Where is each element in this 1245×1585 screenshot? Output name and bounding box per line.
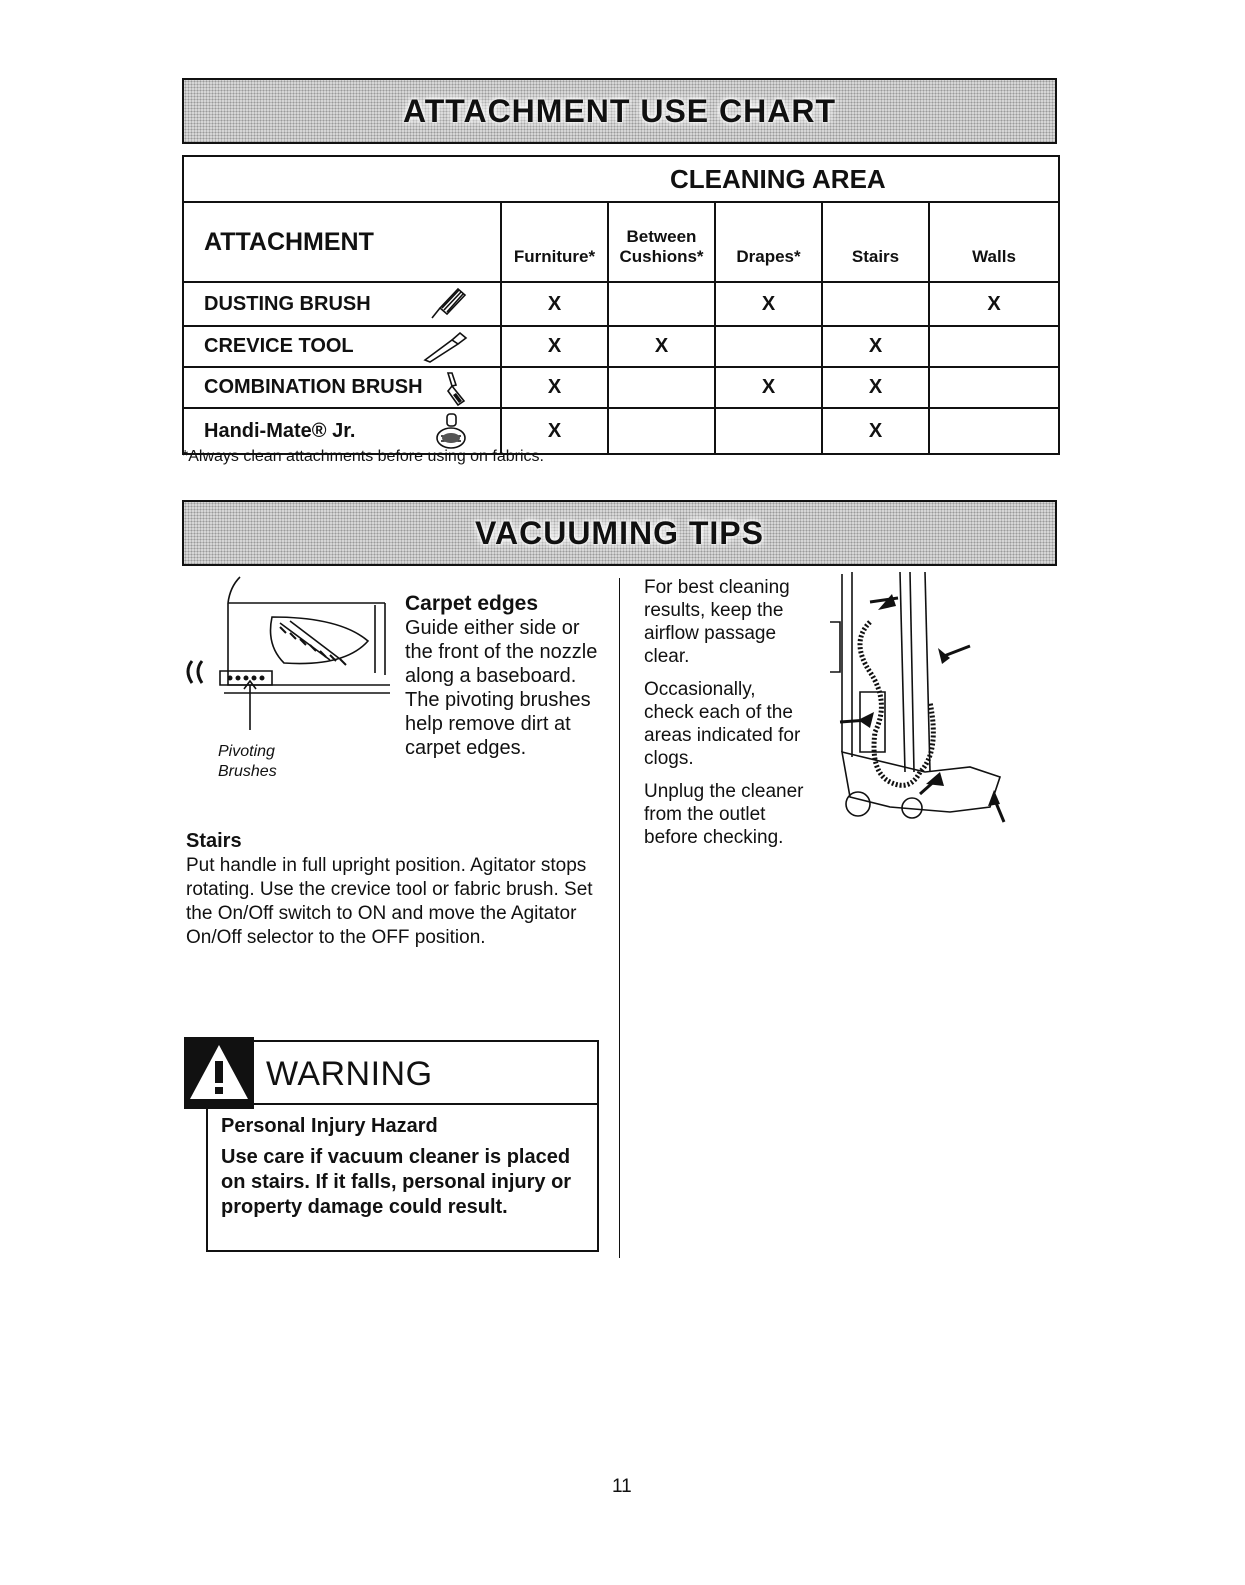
airflow-tips — [644, 576, 804, 859]
column-header-stairs: Stairs — [822, 202, 929, 282]
combination-brush-icon — [442, 371, 468, 413]
crevice-tool-icon — [422, 330, 468, 370]
table-row: DUSTING BRUSH X X X — [183, 282, 1059, 326]
warning-heading: WARNING — [266, 1055, 433, 1093]
tip-check-clogs: Occasionally, check each of the areas indicated for clogs. — [644, 679, 801, 769]
attachment-name: Handi-Mate® Jr. — [183, 408, 501, 454]
carpet-edges-text: Guide either side or the front of the nozzle along a baseboard. The pivoting brushes help remove dirt at carpet edges. — [405, 617, 598, 759]
vacuuming-tips-title: VACUUMING TIPS — [475, 514, 764, 551]
attachment-footnote: *Always clean attachments before using on fabrics. — [182, 448, 544, 465]
attachment-chart-banner — [182, 78, 1057, 144]
table-row: Handi-Mate® Jr. X X — [183, 408, 1059, 454]
attachment-use-table — [182, 155, 1060, 455]
stairs-title: Stairs — [186, 830, 242, 852]
warning-text: Use care if vacuum cleaner is placed on stairs. If it falls, personal injury or property damage could result. — [221, 1146, 572, 1218]
vacuuming-tips-banner — [182, 500, 1057, 566]
stairs-text: Put handle in full upright position. Agitator stops rotating. Use the crevice tool or fabric brush. Set the On/Off switch to ON and move the Agitator On/Off selector to the OFF position. — [186, 855, 593, 948]
column-header-furniture: Furniture* — [501, 202, 608, 282]
table-row: COMBINATION BRUSH X X X — [183, 367, 1059, 408]
column-header-drapes: Drapes* — [715, 202, 822, 282]
column-header-between-cushions: Between Cushions* — [608, 202, 715, 282]
vacuum-illustration — [830, 572, 1030, 837]
table-row: CREVICE TOOL X X X — [183, 326, 1059, 367]
dusting-brush-icon — [428, 286, 468, 328]
cleaning-area-header: CLEANING AREA — [183, 156, 1059, 202]
attachment-column-header: ATTACHMENT — [183, 202, 501, 282]
warning-subtitle: Personal Injury Hazard — [221, 1115, 438, 1137]
attachment-name: CREVICE TOOL — [183, 326, 501, 367]
pivoting-brushes-label: Pivoting Brushes — [218, 743, 277, 780]
attachment-name: COMBINATION BRUSH — [183, 367, 501, 408]
nozzle-illustration — [180, 575, 395, 745]
tip-unplug: Unplug the cleaner from the outlet before checking. — [644, 781, 804, 848]
tip-best-cleaning: For best cleaning results, keep the airflow passage clear. — [644, 577, 790, 667]
carpet-edges-title: Carpet edges — [405, 592, 539, 615]
column-divider — [619, 578, 620, 1258]
attachment-name: DUSTING BRUSH — [183, 282, 501, 326]
column-header-walls: Walls — [929, 202, 1059, 282]
attachment-chart-title: ATTACHMENT USE CHART — [403, 92, 836, 129]
page-number: 11 — [612, 1476, 632, 1497]
warning-divider — [254, 1103, 597, 1105]
warning-icon — [184, 1037, 254, 1109]
